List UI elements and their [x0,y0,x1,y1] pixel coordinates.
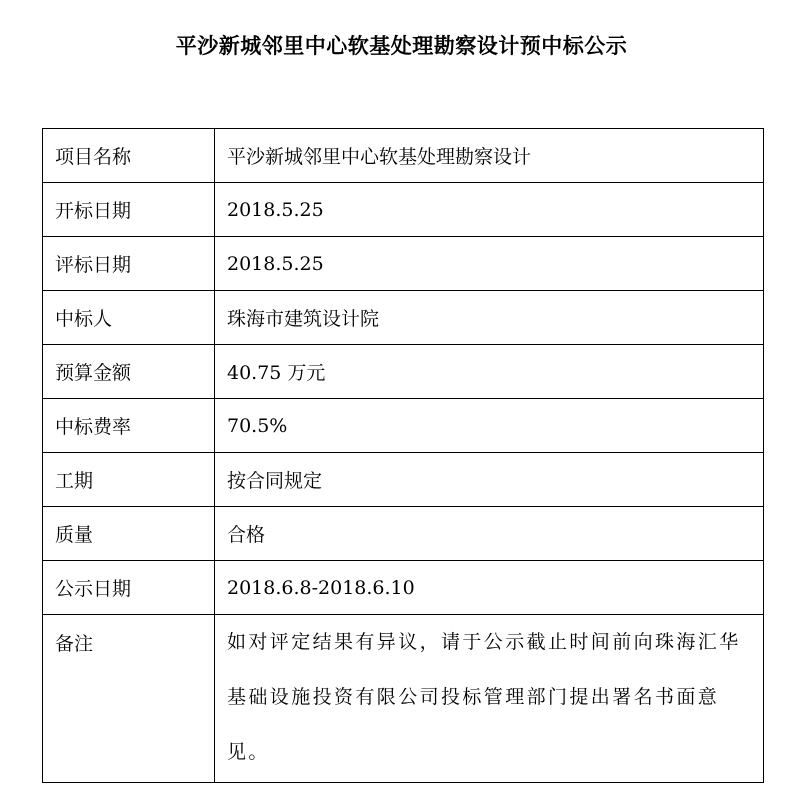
row-value-quality: 合格 [215,507,764,561]
row-label-project-name: 项目名称 [43,129,215,183]
row-value-bid-opening-date: 2018.5.25 [215,183,764,237]
row-value-publicity-date: 2018.6.8-2018.6.10 [215,561,764,615]
row-label-budget-amount: 预算金额 [43,345,215,399]
row-label-evaluation-date: 评标日期 [43,237,215,291]
table-row-remarks [43,615,764,783]
table-row-bid-opening-date [43,183,764,237]
row-value-construction-period: 按合同规定 [215,453,764,507]
table-row-budget-amount [43,345,764,399]
row-label-publicity-date: 公示日期 [43,561,215,615]
table-row-quality [43,507,764,561]
row-value-winning-bidder: 珠海市建筑设计院 [215,291,764,345]
row-value-winning-fee-rate: 70.5% [215,399,764,453]
table-row-winning-fee-rate [43,399,764,453]
table-row-publicity-date [43,561,764,615]
row-value-evaluation-date: 2018.5.25 [215,237,764,291]
row-label-remarks: 备注 [43,615,215,783]
row-label-construction-period: 工期 [43,453,215,507]
table-row-project-name [43,129,764,183]
notice-table [42,128,764,783]
row-label-quality: 质量 [43,507,215,561]
row-label-winning-bidder: 中标人 [43,291,215,345]
table-row-evaluation-date [43,237,764,291]
table-row-construction-period [43,453,764,507]
table-row-winning-bidder [43,291,764,345]
row-value-project-name: 平沙新城邻里中心软基处理勘察设计 [215,129,764,183]
row-value-remarks: 如对评定结果有异议，请于公示截止时间前向珠海汇华基础设施投资有限公司投标管理部门提出署名书面意见。 [215,615,764,783]
row-label-winning-fee-rate: 中标费率 [43,399,215,453]
row-value-budget-amount: 40.75 万元 [215,345,764,399]
page-title: 平沙新城邻里中心软基处理勘察设计预中标公示 [175,34,628,58]
row-label-bid-opening-date: 开标日期 [43,183,215,237]
